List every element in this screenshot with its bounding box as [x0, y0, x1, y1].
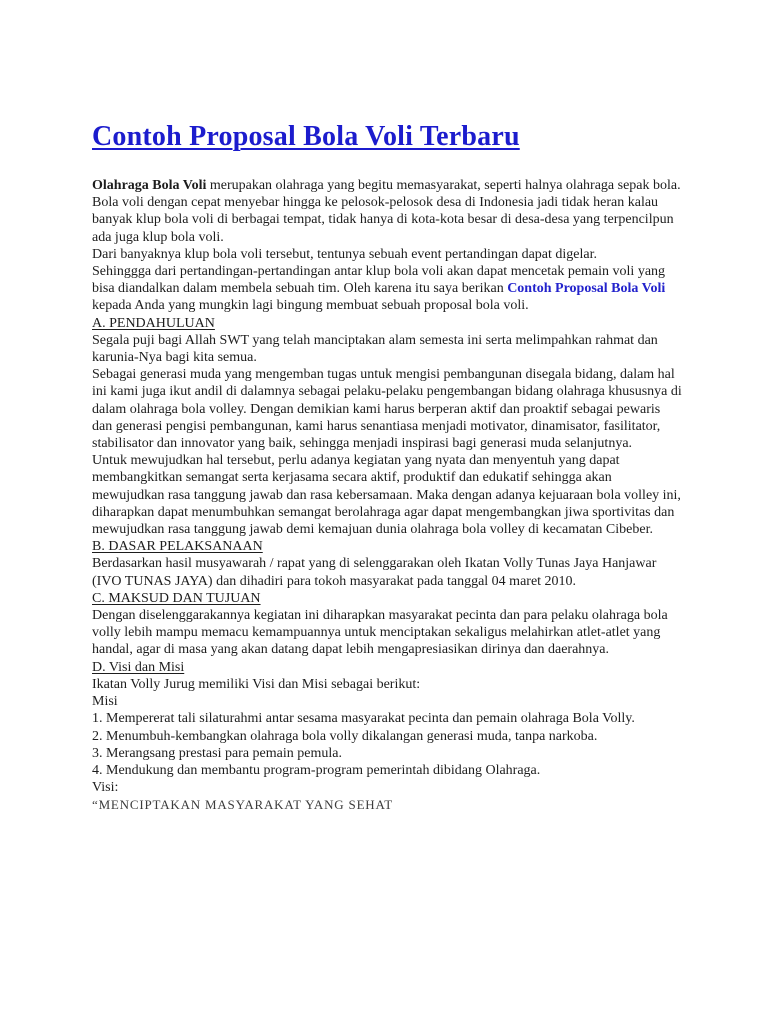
paragraph-dengan: Dengan diselenggarakannya kegiatan ini diharapkan masyarakat pecinta dan para pelaku olahraga bola volly lebih mampu memacu kemampuannya untuk menciptakan sekaligus melahirkan atlet-atlet yang handal, agar di masa yang akan datang dapat lebih mengapresiasikan dirinya dan daerahnya. [92, 608, 668, 658]
paragraph-ikatan: Ikatan Volly Jurug memiliki Visi dan Misi sebagai berikut: [92, 676, 421, 692]
paragraph-segala: Segala puji bagi Allah SWT yang telah manciptakan alam semesta ini serta melimpahkan rahmat dan karunia-Nya bagi kita semua. [92, 332, 658, 366]
misi-list [92, 710, 682, 779]
paragraph-sehingga [92, 263, 682, 315]
visi-statement: “MENCIPTAKAN MASYARAKAT YANG SEHAT [92, 797, 393, 813]
sehingga-text-post: kepada Anda yang mungkin lagi bingung membuat sebuah proposal bola voli. [92, 298, 529, 314]
misi-item-2: 2. Menumbuh-kembangkan olahraga bola volly dikalangan generasi muda, tanpa narkoba. [92, 728, 598, 744]
heading-visi-dan-misi: D. Visi dan Misi [92, 659, 185, 675]
misi-item-4: 4. Mendukung dan membantu program-program pemerintah dibidang Olahraga. [92, 762, 541, 778]
intro-text: merupakan olahraga yang begitu memasyarakat, seperti halnya olahraga sepak bola. Bola voli dengan cepat menyebar hingga ke pelosok-pelosok desa di Indonesia jadi tidak heran kalau banyak klup bola voli di berbagai tempat, tidak hanya di kota-kota besar di desa-desa yang terpencilpun ada juga klup bola voli. [92, 178, 681, 245]
contoh-proposal-link[interactable]: Contoh Proposal Bola Voli [507, 281, 666, 297]
paragraph-intro [92, 177, 682, 246]
paragraph-sebagai: Sebagai generasi muda yang mengemban tugas untuk mengisi pembangunan disegala bidang, dalam hal ini kami juga ikut andil di dalamnya sebagai pelaku-pelaku pengembangan bidang olahraga khususnya di dalam olahraga bola volley. Dengan demikian kami harus berperan aktif dan proaktif sebagai pewaris dan generasi pengisi pembangunan, kami harus senantiasa menjadi motivator, dinamisator, fasilitator, stabilisator dan innovator yang baik, sehingga menjadi inspirasi bagi generasi muda selanjutnya. [92, 367, 682, 452]
visi-label: Visi: [92, 780, 119, 796]
misi-label: Misi [92, 694, 118, 710]
paragraph-untuk: Untuk mewujudkan hal tersebut, perlu adanya kegiatan yang nyata dan menyentuh yang dapat membangkitkan semangat serta kerjasama secara aktif, produktif dan edukatif sehingga akan mewujudkan rasa tanggung jawab dan rasa kebersamaan. Maka dengan adanya kejuaraan bola volley ini, diharapkan dapat menumbuhkan semangat berolahraga agar dapat mengembangkan jiwa sportivitas dan mewujudkan rasa tanggung jawab demi kemajuan dunia olahraga bola volley di kecamatan Cibeber. [92, 453, 681, 538]
misi-item-3: 3. Merangsang prestasi para pemain pemula. [92, 745, 342, 761]
page-title[interactable]: Contoh Proposal Bola Voli Terbaru [92, 121, 520, 152]
paragraph-berdasarkan: Berdasarkan hasil musyawarah / rapat yang di selenggarakan oleh Ikatan Volly Tunas Jaya Hanjawar (IVO TUNAS JAYA) dan dihadiri para tokoh masyarakat pada tanggal 04 maret 2010. [92, 556, 657, 589]
heading-maksud-dan-tujuan: C. MAKSUD DAN TUJUAN [92, 590, 261, 606]
misi-item-1: 1. Mempererat tali silaturahmi antar sesama masyarakat pecinta dan pemain olahraga Bola Volly. [92, 711, 635, 727]
paragraph-dari: Dari banyaknya klup bola voli tersebut, tentunya sebuah event pertandingan dapat digelar. [92, 246, 598, 262]
document-body [92, 177, 682, 814]
intro-bold-lead: Olahraga Bola Voli [92, 178, 207, 193]
heading-dasar-pelaksanaan: B. DASAR PELAKSANAAN [92, 539, 263, 555]
sehingga-text-pre: Sehinggga dari pertandingan-pertandingan antar klup bola voli akan dapat mencetak pemain voli yang bisa diandalkan dalam membela sebuah tim. Oleh karena itu saya berikan [92, 264, 666, 297]
heading-pendahuluan: A. PENDAHULUAN [92, 315, 215, 331]
